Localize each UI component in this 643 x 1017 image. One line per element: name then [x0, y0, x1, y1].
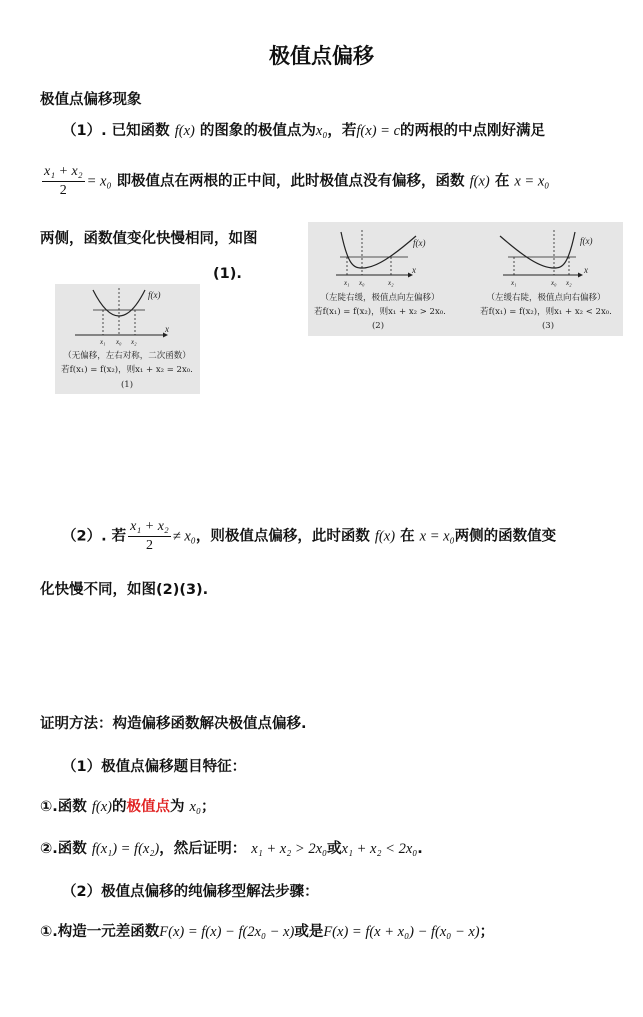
fig1-number: (1) — [120, 380, 134, 390]
fig1-f-label: f(x) — [148, 290, 161, 300]
item2-text-b: ，然后证明： — [159, 841, 247, 857]
fig1-tick-x2: x₂ — [131, 338, 137, 346]
p2-fraction — [128, 518, 171, 555]
fig2-f-label: f(x) — [413, 238, 426, 248]
item1-text-d: ； — [201, 799, 216, 815]
proof-sub-1: （1）极值点偏移题目特征： — [62, 759, 247, 775]
fraction-numerator: x₁ + x₂ — [42, 163, 85, 182]
item1-text-c: 为 — [169, 799, 185, 815]
paragraph-1-line-3: 两侧，函数值变化快慢相同，如图 — [40, 231, 258, 247]
item2-text-a: 函数 — [57, 841, 87, 857]
paragraph-1-line-2 — [40, 163, 549, 200]
item3-text-a: 构造一元差函数 — [57, 924, 160, 940]
fig3-axis-arrow — [578, 273, 583, 278]
p1-x0: x₀ — [315, 123, 328, 139]
p1b-text-b: 在 — [494, 173, 510, 190]
proof-item-1 — [40, 795, 216, 816]
p2-text-d: 两侧的函数值变 — [454, 528, 557, 545]
fig3-f-label: f(x) — [580, 236, 593, 246]
p1-text-d: 的两根的中点刚好满足 — [400, 123, 545, 139]
fig3-curve — [500, 232, 575, 268]
proof-sub-2: （2）极值点偏移的纯偏移型解法步骤： — [62, 884, 319, 900]
proof-heading: 证明方法：构造偏移函数解决极值点偏移. — [40, 716, 307, 732]
fig3-tick-x1: x₁ — [511, 279, 517, 287]
section-heading: 极值点偏移现象 — [40, 92, 142, 108]
fig1-caption-2: 若f(x₁) = f(x₂)，则x₁ + x₂ = 2x₀. — [61, 365, 193, 375]
fig3-caption-1: （左缓右陡，极值点向右偏移） — [486, 293, 606, 303]
fig2-tick-x1: x₁ — [344, 279, 350, 287]
proof-item-3 — [40, 920, 494, 941]
p2-xeq: x = x₀ — [419, 528, 455, 545]
item3-text-c: ； — [479, 924, 495, 940]
fraction-denominator: 2 — [59, 183, 67, 198]
figure-2-3-graph — [308, 222, 623, 336]
fig2-number: (2) — [371, 321, 385, 331]
p1-text-b: 的图象的极值点为 — [199, 123, 316, 139]
item2-text-d: . — [417, 841, 423, 857]
item1-fx: f(x) — [91, 799, 112, 815]
item1-text-b: 的 — [111, 799, 127, 815]
p2-fraction-denominator: 2 — [145, 538, 153, 553]
fig2-tick-x2: x₂ — [388, 279, 394, 287]
fig2-curve — [341, 232, 416, 268]
p2-neq: ≠ x₀ — [172, 528, 196, 545]
fig2-caption-1: （左陡右缓，极值点向左偏移） — [320, 293, 440, 303]
page-title: 极值点偏移 — [269, 44, 374, 68]
item3-mark: ①. — [40, 924, 58, 940]
paragraph-2-line-2: 化快慢不同，如图(2)(3). — [40, 582, 209, 598]
proof-item-2 — [40, 837, 423, 858]
item2-ineq-2: x₁ + x₂ < 2x₀ — [341, 841, 418, 857]
item3-text-b: 或是 — [294, 924, 324, 940]
fig3-x-label: x — [584, 265, 588, 275]
fig3-number: (3) — [541, 321, 555, 331]
fig1-x-label: x — [165, 324, 169, 334]
item1-text-a: 函数 — [57, 799, 87, 815]
p2-text-b: ，则极值点偏移，此时函数 — [195, 528, 370, 545]
fig3-caption-2: 若f(x₁) = f(x₂)，则x₁ + x₂ < 2x₀. — [480, 307, 612, 317]
item2-mark: ②. — [40, 841, 58, 857]
item2-eq: f(x₁) = f(x₂) — [91, 841, 160, 857]
p2-fx: f(x) — [374, 528, 396, 545]
item3-F1: F(x) = f(x) − f(2x₀ − x) — [159, 924, 295, 940]
figure-reference: (1). — [213, 266, 242, 282]
fig2-x-label: x — [412, 265, 416, 275]
fig2-caption-2: 若f(x₁) = f(x₂)，则x₁ + x₂ > 2x₀. — [314, 307, 446, 317]
fig3-tick-x2: x₂ — [566, 279, 572, 287]
paragraph-1-line-1 — [62, 119, 545, 140]
p1b-fx: f(x) — [469, 173, 490, 190]
p2-text-c: 在 — [400, 528, 415, 545]
fig2-tick-x0: x₀ — [359, 279, 365, 287]
p2-text-a: 若 — [111, 528, 127, 545]
paragraph-2-line-1 — [62, 518, 556, 555]
item1-x0: x₀ — [189, 799, 202, 815]
figure-1-graph — [55, 284, 200, 394]
item2-text-c: 或 — [327, 841, 342, 857]
fig1-caption-1: （无偏移，左右对称，二次函数） — [63, 351, 191, 361]
item2-ineq-1: x₁ + x₂ > 2x₀ — [251, 841, 328, 857]
fig3-tick-x0: x₀ — [551, 279, 557, 287]
p1-eq: f(x) = c — [356, 123, 400, 139]
p1b-text-a: 即极值点在两根的正中间，此时极值点没有偏移，函数 — [116, 173, 465, 190]
fig1-tick-x0: x₀ — [116, 338, 122, 346]
item3-F2: F(x) = f(x + x₀) − f(x₀ − x) — [323, 924, 480, 940]
p2-fraction-numerator: x₁ + x₂ — [128, 518, 171, 537]
fig1-tick-x1: x₁ — [100, 338, 106, 346]
p1-text-c: ，若 — [327, 123, 357, 139]
figure-1 — [55, 284, 200, 394]
p1-text-a: 已知函数 — [111, 123, 170, 139]
p1-fx: f(x) — [174, 123, 195, 139]
item1-red-keyword: 极值点 — [126, 799, 170, 815]
p1-num: （1）. — [62, 123, 107, 139]
p2-num: （2）. — [62, 528, 107, 545]
p1b-eq-rhs: = x₀ — [86, 173, 112, 190]
midpoint-fraction — [42, 163, 85, 200]
item1-mark: ①. — [40, 799, 58, 815]
figure-2-3-panel — [308, 222, 623, 336]
p1b-xeq: x = x₀ — [514, 173, 550, 190]
